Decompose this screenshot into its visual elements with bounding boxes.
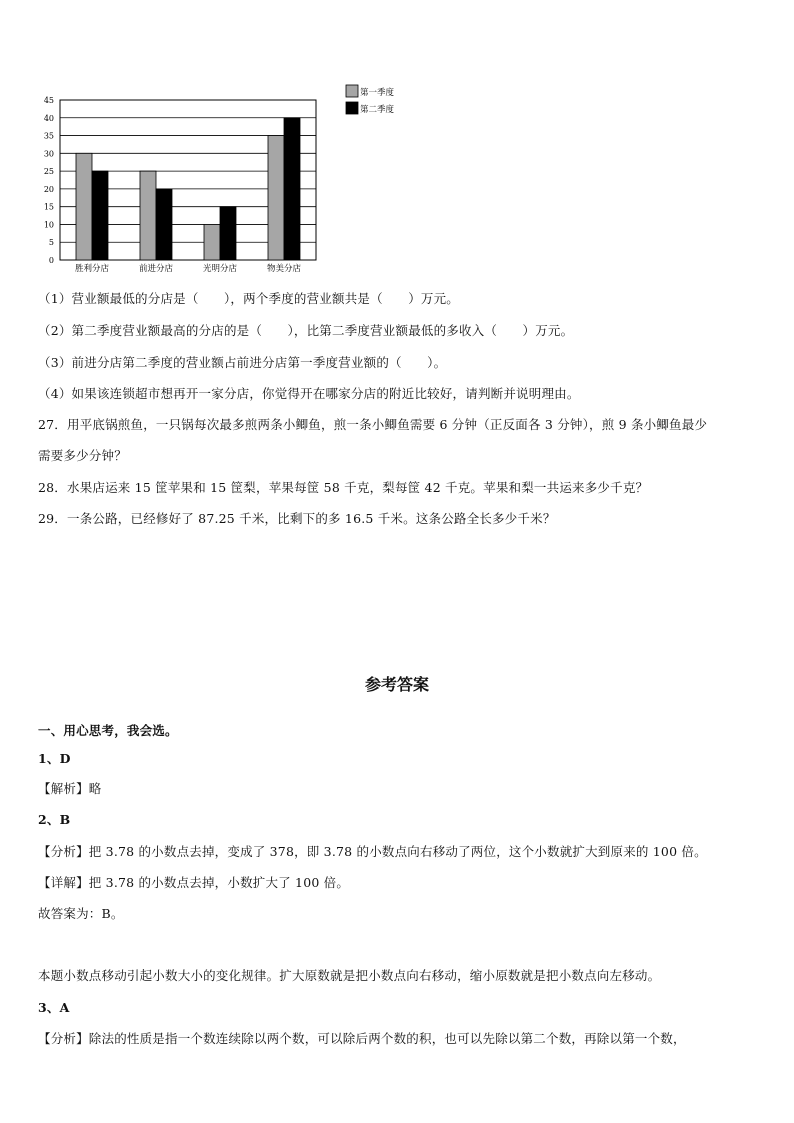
y-tick-label: 30 (43, 149, 54, 159)
answer-3: 3、A (38, 1000, 70, 1015)
bar (92, 171, 108, 260)
y-tick-label: 45 (43, 96, 54, 105)
y-tick-label: 15 (43, 202, 54, 212)
question-29: 29．一条公路，已经修好了 87.25 千米，比剩下的多 16.5 千米。这条公路全长多少千米？ (38, 511, 556, 526)
y-tick-label: 0 (48, 256, 54, 265)
question-27-line1: 27．用平底锅煎鱼，一只锅每次最多煎两条小鲫鱼，煎一条小鲫鱼需要 6 分钟（正反面各 3 分钟），煎 9 条小鲫鱼最少 (38, 417, 708, 432)
bar (140, 171, 156, 260)
answer-2-summary: 本题小数点移动引起小数大小的变化规律。扩大原数就是把小数点向右移动，缩小原数就是把小数点向左移动。 (38, 968, 661, 983)
answers-title: 参考答案 (364, 675, 429, 694)
answer-1: 1、D (38, 751, 71, 766)
question-2: （2）第二季度营业额最高的分店的是（ ），比第二季度营业额最低的多收入（ ）万元。 (38, 323, 574, 338)
y-tick-label: 5 (48, 238, 54, 248)
question-1: （1）营业额最低的分店是（ ），两个季度的营业额共是（ ）万元。 (38, 291, 460, 306)
legend-swatch (346, 85, 358, 97)
bar (284, 118, 300, 260)
legend-swatch (346, 102, 358, 114)
answer-section-heading: 一、用心思考，我会选。 (38, 723, 178, 738)
bar (156, 189, 172, 260)
legend-label: 第一季度 (360, 88, 395, 98)
question-28: 28．水果店运来 15 筐苹果和 15 筐梨，苹果每筐 58 千克，梨每筐 42 千克。苹果和梨一共运来多少千克？ (38, 480, 649, 495)
bar-chart (38, 80, 418, 280)
y-tick-label: 20 (43, 184, 54, 194)
x-tick-label: 物美分店 (266, 264, 302, 274)
y-tick-label: 35 (43, 131, 54, 141)
answer-2-conclusion: 故答案为：B。 (38, 906, 124, 921)
answer-1-analysis: 【解析】略 (38, 781, 102, 796)
bar-chart-svg (38, 80, 418, 280)
y-tick-label: 40 (43, 113, 54, 123)
y-tick-label: 25 (43, 167, 54, 177)
bar (220, 207, 236, 260)
question-3: （3）前进分店第二季度的营业额占前进分店第一季度营业额的（ ）。 (38, 355, 447, 370)
bar (204, 224, 220, 260)
bar (268, 136, 284, 260)
question-4: （4）如果该连锁超市想再开一家分店，你觉得开在哪家分店的附近比较好，请判断并说明理由。 (38, 386, 580, 401)
bar (76, 153, 92, 260)
answer-2: 2、B (38, 812, 71, 827)
answer-2-analysis: 【分析】把 3.78 的小数点去掉，变成了 378，即 3.78 的小数点向右移动了两位，这个小数就扩大到原来的 100 倍。 (38, 844, 707, 859)
answer-3-analysis: 【分析】除法的性质是指一个数连续除以两个数，可以除后两个数的积，也可以先除以第二个数，再除以第一个数， (38, 1031, 686, 1046)
y-tick-label: 10 (43, 220, 54, 230)
x-tick-label: 前进分店 (138, 264, 174, 274)
legend-label: 第二季度 (360, 105, 395, 115)
x-tick-label: 光明分店 (202, 264, 238, 274)
x-tick-label: 胜利分店 (74, 264, 110, 274)
question-27-line2: 需要多少分钟？ (38, 448, 127, 463)
answer-2-detail: 【详解】把 3.78 的小数点去掉，小数扩大了 100 倍。 (38, 875, 350, 890)
